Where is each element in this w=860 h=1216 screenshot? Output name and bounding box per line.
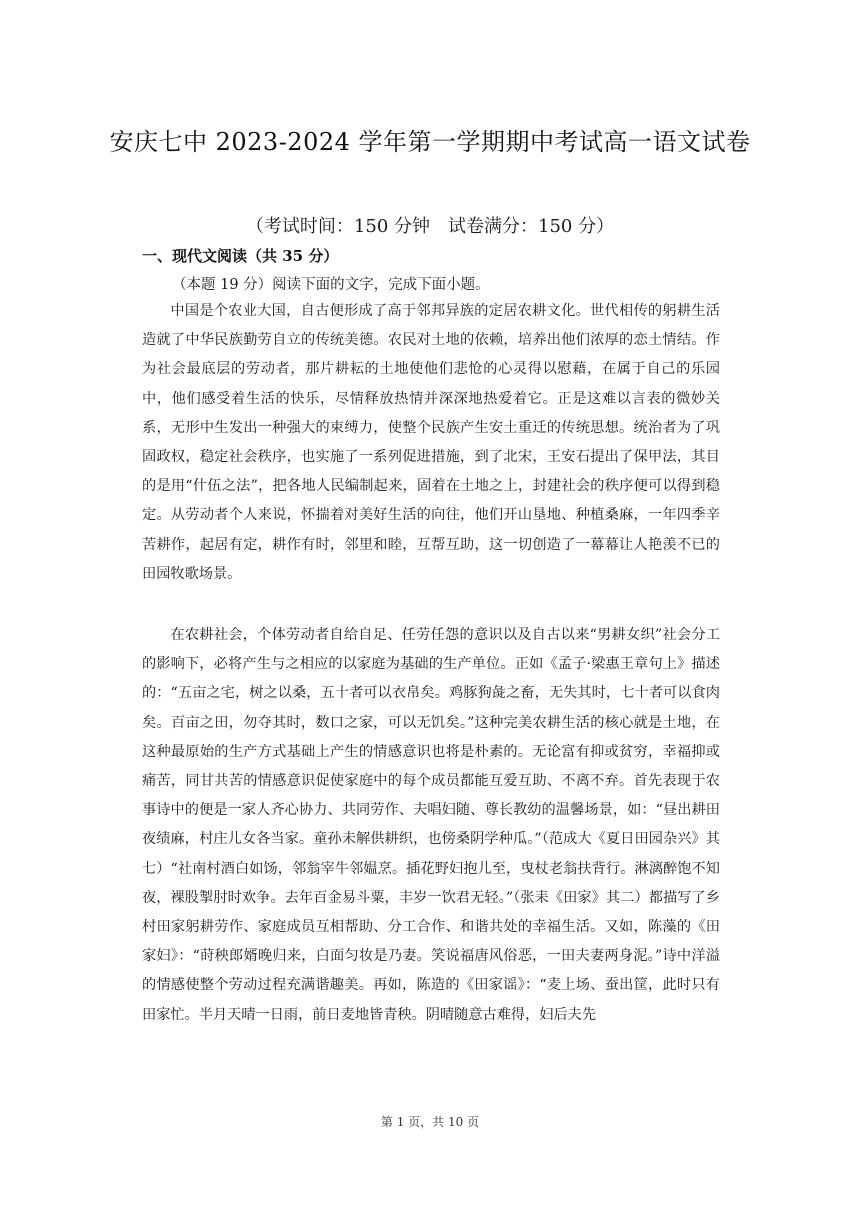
page-number-footer: 第 1 页，共 10 页	[380, 1115, 480, 1129]
paragraph-1: 中国是个农业大国，自古便形成了高于邻邦异族的定居农耕文化。世代相传的躬耕生活造就了中华民族勤劳自立的传统美德。农民对土地的依赖，培养出他们浓厚的恋土情结。作为社会最底层的劳动者，那片耕耘的土地使他们悲怆的心灵得以慰藉，在属于自己的乐园中，他们感受着生活的快乐，尽情释放热情并深深地热爱着它。正是这难以言表的微妙关系，无形中生发出一种强大的束缚力，使整个民族产生安土重迁的传统思想。统治者为了巩固政权，稳定社会秩序，也实施了一系列促进措施，到了北宋，王安石提出了保甲法，其目的是用“什伍之法”，把各地人民编制起来，固着在土地之上，封建社会的秩序便可以得到稳定。从劳动者个人来说，怀揣着对美好生活的向往，他们开山垦地、种植桑麻，一年四季辛苦耕作，起居有定，耕作有时，邻里和睦，互帮互助，这一切创造了一幕幕让人艳羡不已的田园牧歌场景。	[142, 303, 720, 582]
paragraph-2: 在农耕社会，个体劳动者自给自足、任劳任怨的意识以及自古以来“男耕女织”社会分工的影响下，必将产生与之相应的以家庭为基础的生产单位。正如《孟子·梁惠王章句上》描述的：“五亩之宅，树之以桑，五十者可以衣帛矣。鸡豚狗彘之畜，无失其时，七十者可以食肉矣。百亩之田，勿夺其时，数口之家，可以无饥矣。”这种完美农耕生活的核心就是土地，在这种最原始的生产方式基础上产生的情感意识也将是朴素的。无论富有抑或贫穷，幸福抑或痛苦，同甘共苦的情感意识促使家庭中的每个成员都能互爱互助、不离不弃。首先表现于农事诗中的便是一家人齐心协力、共同劳作、夫唱妇随、尊长教幼的温馨场景，如：“昼出耕田夜绩麻，村庄儿女各当家。童孙未解供耕织，也傍桑阴学种瓜。”（范成大《夏日田园杂兴》其七）“社南村酒白如饧，邻翁宰牛邻媪烹。插花野妇抱儿至，曳杖老翁扶背行。淋漓醉饱不知夜，裸股掣肘时欢争。去年百金易斗粟，丰岁一饮君无轻。”（张耒《田家》其二）都描写了乡村田家躬耕劳作、家庭成员互相帮助、分工合作、和谐共处的幸福生活。又如，陈藻的《田家妇》：“莳秧郎婿晚归来，白面匀妆是乃妻。笑说福唐风俗恶，一田夫妻两身泥。”诗中洋溢的情感使整个劳动过程充满谐趣美。再如，陈造的《田家谣》：“麦上场、蚕出筐，此时只有田家忙。半月天晴一日雨，前日麦地皆青秧。阴晴随意古难得，妇后夫先	[142, 627, 720, 1023]
exam-info	[0, 212, 860, 238]
exam-time: （考试时间：150 分钟	[245, 216, 430, 237]
exam-title: 安庆七中 2023-2024 学年第一学期期中考试高一语文试卷	[109, 128, 751, 156]
question-intro: （本题 19 分）阅读下面的文字，完成下面小题。	[172, 277, 490, 293]
full-score: 试卷满分：150 分）	[448, 216, 615, 237]
section-heading: 一、现代文阅读（共 35 分）	[142, 247, 339, 265]
